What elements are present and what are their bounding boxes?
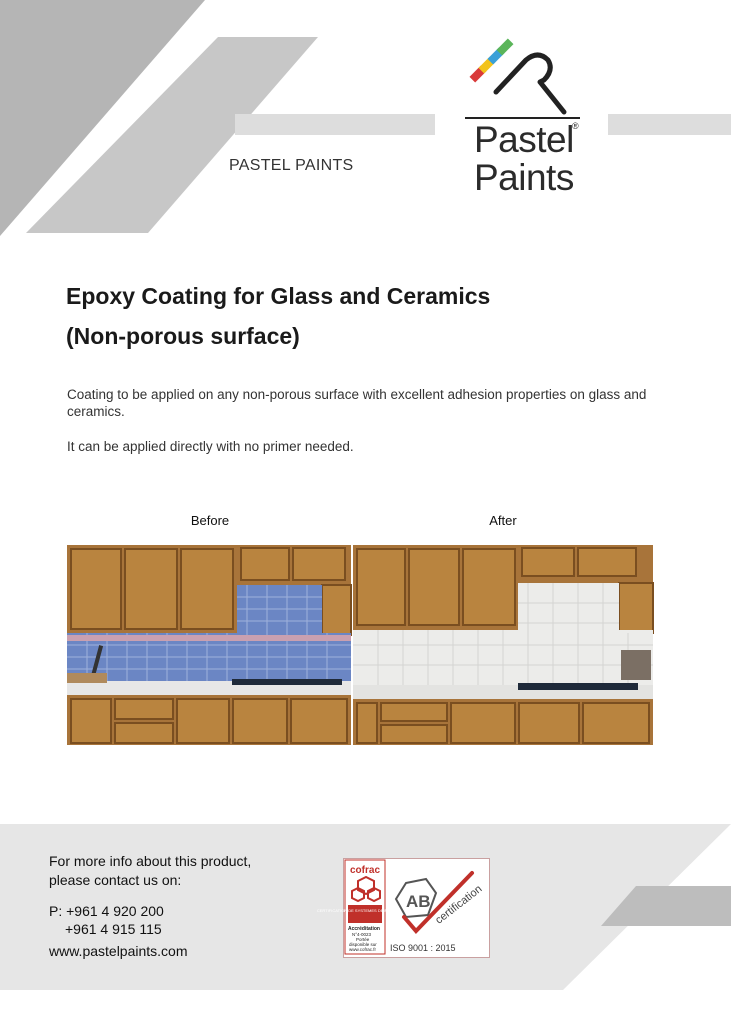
- phone-2[interactable]: +961 4 915 115: [65, 921, 162, 937]
- phone-1[interactable]: P: +961 4 920 200: [49, 903, 164, 919]
- ab-mark: AB: [406, 892, 431, 911]
- website-link[interactable]: www.pastelpaints.com: [49, 943, 188, 959]
- after-kitchen-photo: [353, 545, 653, 745]
- logo-text-line1: Pastel: [474, 119, 574, 160]
- certification-graphic: [316, 859, 489, 957]
- disponible-label: disponible sur: [349, 942, 377, 947]
- contact-line-2: please contact us on:: [49, 872, 182, 888]
- certification-badge: [316, 858, 490, 958]
- registered-mark: ®: [572, 121, 579, 131]
- cofrac-site: www.cofrac.fr: [349, 947, 377, 952]
- logo-text-line2: Paints: [474, 157, 574, 198]
- page-title-line1: Epoxy Coating for Glass and Ceramics: [66, 283, 491, 309]
- description-paragraph-1: Coating to be applied on any non-porous surface with excellent adhesion properties on glass and ceramics.: [67, 387, 647, 419]
- before-caption: Before: [190, 513, 230, 528]
- pastel-paints-logo-mark: [468, 30, 578, 118]
- certification-word: certification: [433, 882, 485, 927]
- accreditation-number: N°4-0023: [352, 932, 372, 937]
- cofrac-subtitle: CERTIFICATION DE SYSTEMES DE MANAGEMENT: [316, 908, 414, 913]
- accreditation-label: Accréditation: [348, 926, 380, 932]
- before-kitchen-photo: [67, 545, 351, 745]
- description-paragraph-2: It can be applied directly with no primer needed.: [67, 439, 354, 454]
- cofrac-wordmark: cofrac: [350, 865, 381, 876]
- header-decoration: [0, 0, 731, 240]
- iso-standard: ISO 9001 : 2015: [390, 943, 456, 953]
- color-stripes-icon: [470, 39, 514, 83]
- page-title-line2: (Non-porous surface): [66, 323, 300, 349]
- deco-bar-left: [235, 114, 435, 135]
- portee-label: Portée: [356, 937, 370, 942]
- brush-stroke-icon: [496, 55, 564, 112]
- brand-label: PASTEL PAINTS: [229, 157, 354, 174]
- deco-bar-right: [608, 114, 731, 135]
- contact-line-1: For more info about this product,: [49, 853, 252, 869]
- after-caption: After: [489, 513, 517, 528]
